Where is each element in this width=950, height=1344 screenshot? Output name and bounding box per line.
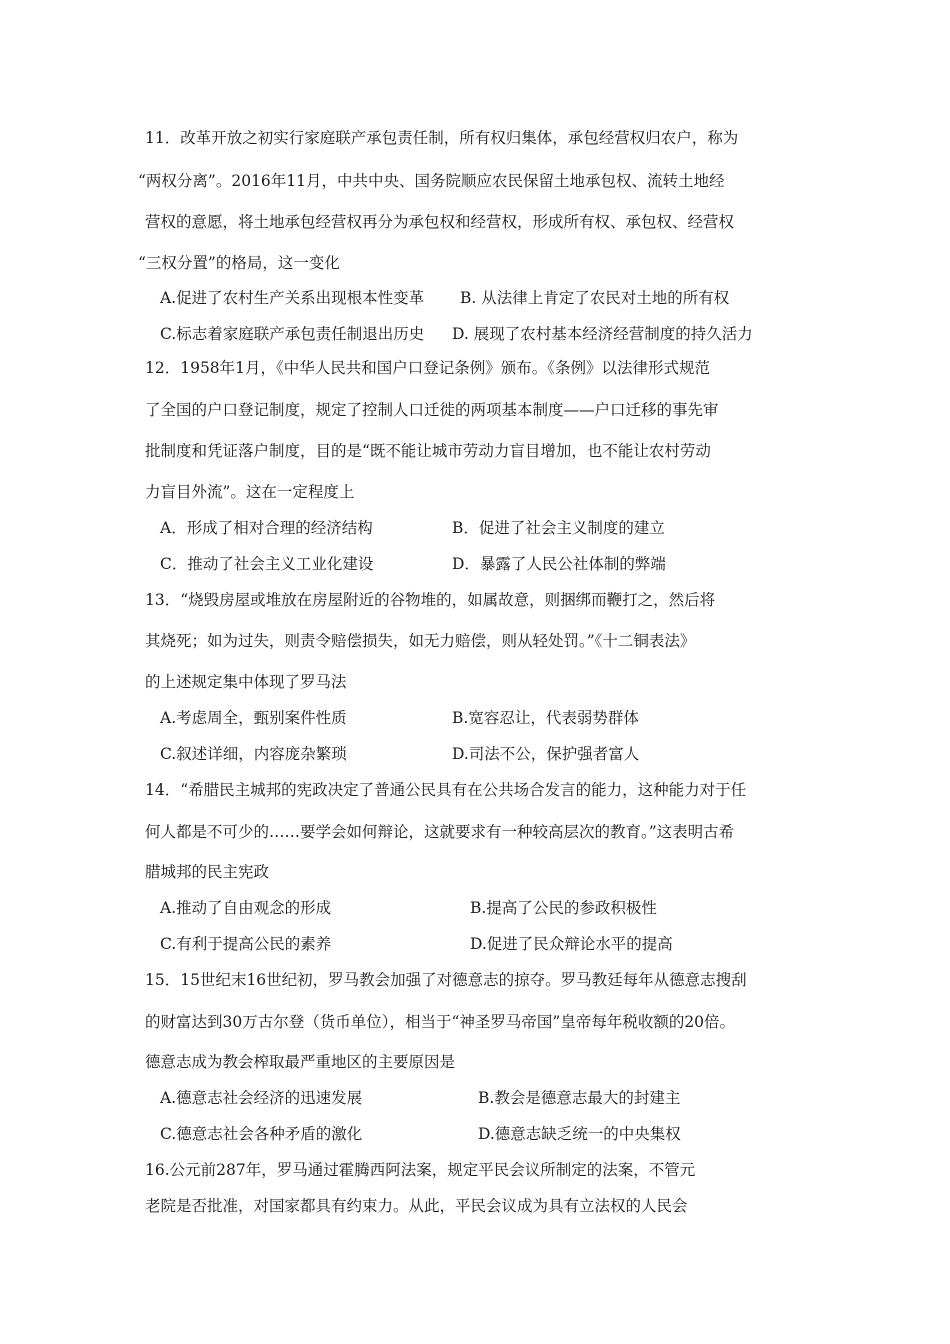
q13-line-1: 13．“烧毁房屋或堆放在房屋附近的谷物堆的，如属故意，则捆绑而鞭打之，然后将 (145, 591, 716, 609)
q13-option-a: A.考虑周全，甄别案件性质 (160, 709, 347, 727)
q12-option-b: B．促进了社会主义制度的建立 (452, 519, 665, 537)
q11-line-3: 营权的意愿，将土地承包经营权再分为承包权和经营权，形成所有权、承包权、经营权 (145, 213, 735, 231)
q15-line-3: 德意志成为教会榨取最严重地区的主要原因是 (145, 1053, 456, 1071)
q14-option-b: B.提高了公民的参政积极性 (470, 899, 657, 917)
q14-option-d: D.促进了民众辩论水平的提高 (470, 935, 673, 953)
q12-line-1: 12．1958年1月，《中华人民共和国户口登记条例》颁布。《条例》以法律形式规范 (145, 359, 711, 377)
q15-line-1: 15．15世纪末16世纪初，罗马教会加强了对德意志的掠夺。罗马教廷每年从德意志搜刮 (145, 971, 747, 989)
q13-line-3: 的上述规定集中体现了罗马法 (145, 673, 347, 691)
q13-line-2: 其烧死；如为过失，则责令赔偿损失，如无力赔偿，则从轻处罚。”《十二铜表法》 (145, 632, 696, 650)
q14-line-2: 何人都是不可少的……要学会如何辩论，这就要求有一种较高层次的教育。”这表明古希 (145, 823, 735, 841)
q15-option-d: D.德意志缺乏统一的中央集权 (478, 1125, 681, 1143)
q16-line-1: 16.公元前287年，罗马通过霍腾西阿法案，规定平民会议所制定的法案，不管元 (145, 1161, 696, 1179)
q14-line-3: 腊城邦的民主宪政 (145, 863, 270, 881)
q14-option-c: C.有利于提高公民的素养 (160, 935, 332, 953)
q12-option-c: C．推动了社会主义工业化建设 (160, 555, 374, 573)
q16-line-2: 老院是否批准，对国家都具有约束力。从此，平民会议成为具有立法权的人民会 (145, 1197, 688, 1215)
q12-option-d: D．暴露了人民公社体制的弊端 (452, 555, 666, 573)
q12-line-2: 了全国的户口登记制度，规定了控制人口迁徙的两项基本制度——户口迁移的事先审 (145, 401, 719, 419)
q12-line-4: 力盲目外流”。这在一定程度上 (145, 483, 355, 501)
q14-option-a: A.推动了自由观念的形成 (160, 899, 332, 917)
q14-line-1: 14．“希腊民主城邦的宪政决定了普通公民具有在公共场合发言的能力，这种能力对于任 (145, 781, 747, 799)
q13-option-d: D.司法不公，保护强者富人 (452, 745, 640, 763)
q12-line-3: 批制度和凭证落户制度，目的是“既不能让城市劳动力盲目增加，也不能让农村劳动 (145, 442, 711, 460)
q11-line-4: “三权分置”的格局，这一变化 (138, 254, 340, 272)
q13-option-c: C.叙述详细，内容庞杂繁琐 (160, 745, 347, 763)
q12-option-a: A．形成了相对合理的经济结构 (160, 519, 373, 537)
q15-option-c: C.德意志社会各种矛盾的激化 (160, 1125, 363, 1143)
q15-option-b: B.教会是德意志最大的封建主 (478, 1089, 681, 1107)
q13-option-b: B.宽容忍让，代表弱势群体 (452, 709, 639, 727)
q11-line-1: 11．改革开放之初实行家庭联产承包责任制，所有权归集体，承包经营权归农户，称为 (145, 129, 739, 147)
q11-option-a: A.促进了农村生产关系出现根本性变革 (160, 289, 425, 307)
q11-line-2: “两权分离”。2016年11月，中共中央、国务院顺应农民保留土地承包权、流转土地经 (138, 172, 725, 190)
q15-option-a: A.德意志社会经济的迅速发展 (160, 1089, 363, 1107)
q11-option-c: C.标志着家庭联产承包责任制退出历史 (160, 325, 425, 343)
q11-option-b: B. 从法律上肯定了农民对土地的所有权 (460, 289, 730, 307)
q11-option-d: D. 展现了农村基本经济经营制度的持久活力 (452, 325, 753, 343)
q15-line-2: 的财富达到30万古尔登（货币单位），相当于“神圣罗马帝国”皇帝每年税收额的20倍。 (145, 1013, 736, 1031)
